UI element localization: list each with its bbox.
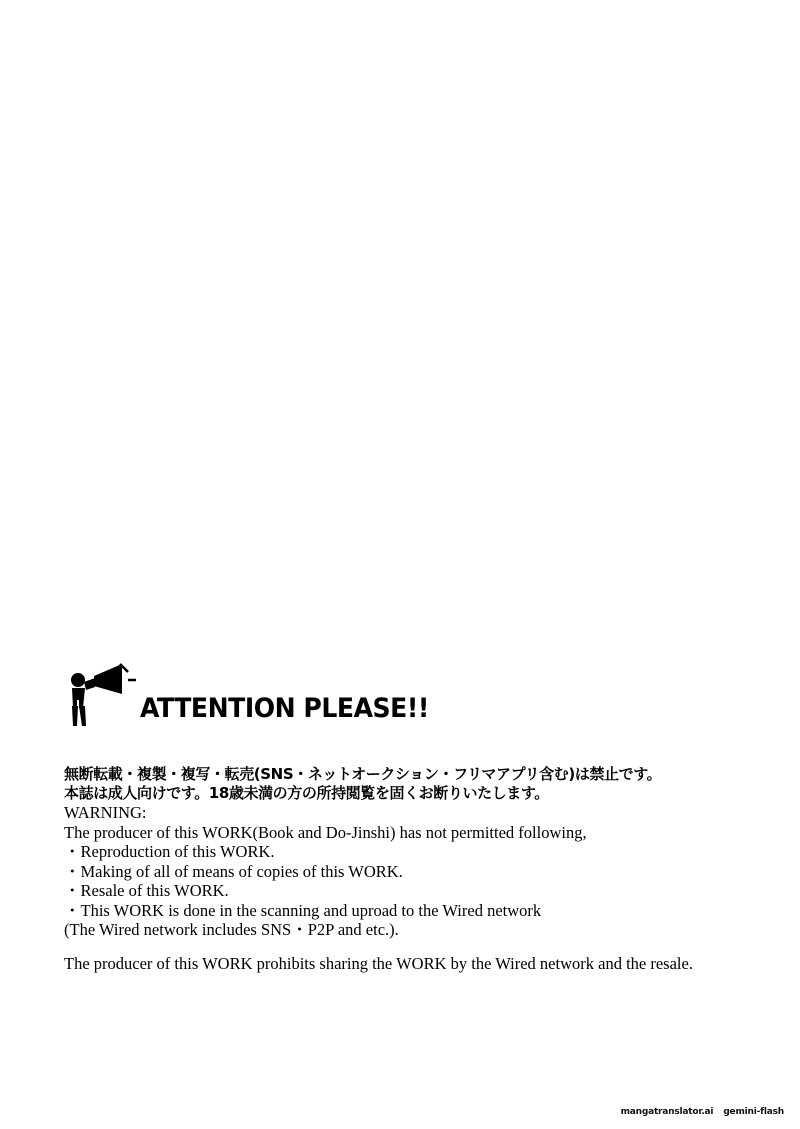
footer-model-label: gemini-flash [723,1107,784,1117]
attention-title: ATTENTION PLEASE!! [140,693,429,724]
warning-text-block [64,765,764,973]
warning-en-line-7: (The Wired network includes SNS・P2P and etc.). [64,920,399,939]
warning-en-line-5: ・Resale of this WORK. [64,881,229,900]
footer-credit [621,1107,784,1117]
attention-heading [64,660,451,728]
warning-jp-line-1: 無断転載・複製・複写・転売(SNS・ネットオークション・フリマアプリ含む)は禁止です。 [64,765,662,783]
warning-closing-line: The producer of this WORK prohibits sharing the WORK by the Wired network and the resale. [64,953,693,973]
warning-jp-line-2: 本誌は成人向けです。18歳未満の方の所持閲覧を固くお断りいたします。 [64,784,549,802]
warning-en-line-4: ・Making of all of means of copies of this WORK. [64,861,403,881]
warning-en-line-3: ・Reproduction of this WORK. [64,842,275,861]
footer-site-label: mangatranslator.ai [620,1107,714,1117]
warning-en-line-1: WARNING: [64,803,147,822]
megaphone-icon [64,660,138,728]
warning-en-line-6: ・This WORK is done in the scanning and uproad to the Wired network [64,900,542,920]
warning-en-line-2: The producer of this WORK(Book and Do-Jinshi) has not permitted following, [64,822,587,842]
text-spacer [64,940,764,954]
